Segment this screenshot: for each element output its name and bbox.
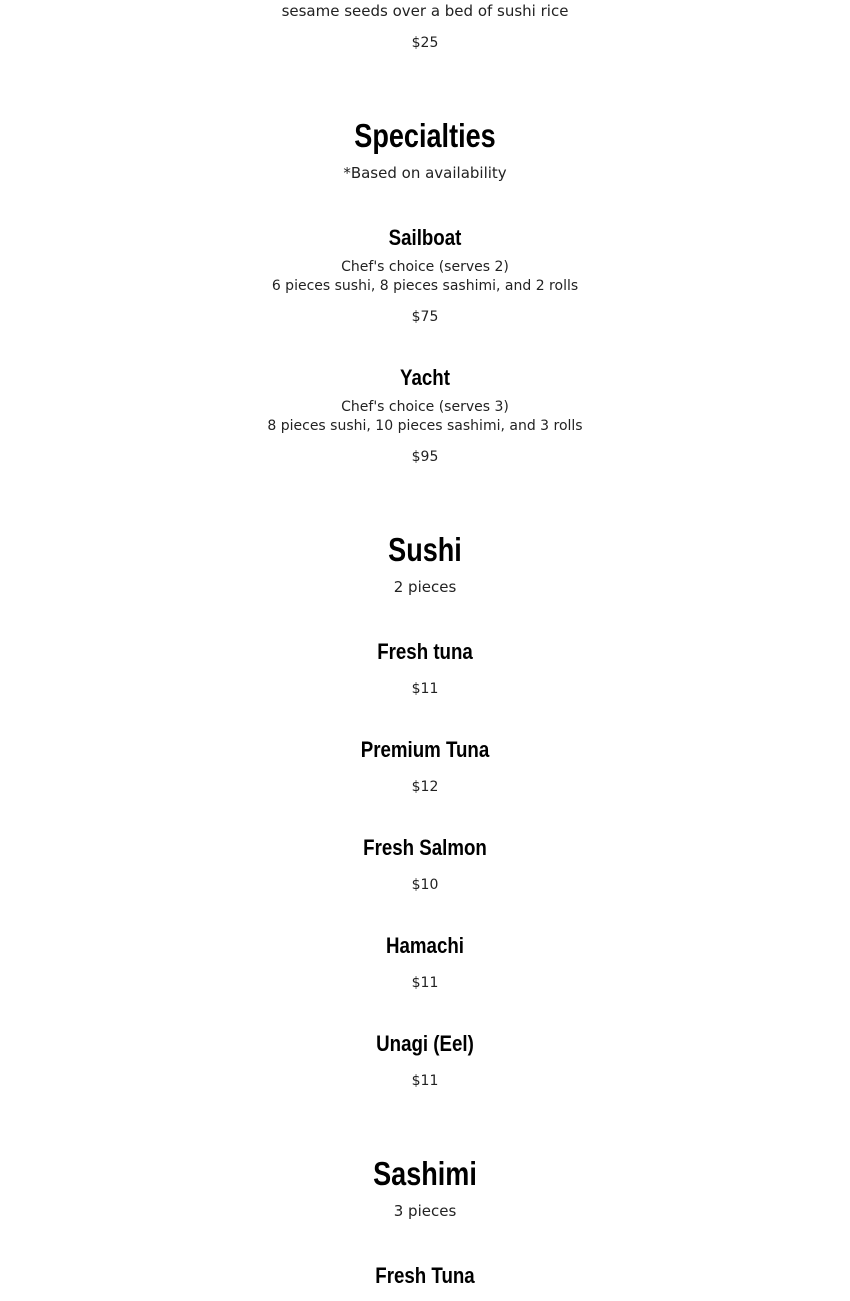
section-title-sashimi: Sashimi [373,1155,477,1192]
section-subtitle-sushi: 2 pieces [393,578,457,596]
menu-item-description: 8 pieces sushi, 10 pieces sashimi, and 3 rolls [267,418,583,434]
menu-item-price: $12 [411,779,439,795]
top-item-price: $25 [411,35,439,51]
menu-item-description: Chef's choice (serves 3) [341,399,509,415]
menu-item-name: Hamachi [386,933,464,958]
menu-item-description: 6 pieces sushi, 8 pieces sashimi, and 2 rolls [271,278,579,294]
menu-item-name: Fresh tuna [377,639,473,664]
menu-item-name: Fresh Salmon [363,835,487,860]
menu-item-price: $10 [411,877,439,893]
section-title-sushi: Sushi [388,531,462,568]
section-subtitle-sashimi: 3 pieces [393,1202,457,1220]
section-subtitle-specialties: *Based on availability [343,164,507,182]
section-title-specialties: Specialties [354,117,496,154]
menu-item-name: Sailboat [388,225,462,250]
menu-item-name: Premium Tuna [360,737,490,762]
menu-item-description: Chef's choice (serves 2) [341,259,509,275]
menu-item-name: Yacht [400,365,450,390]
menu-item-name: Unagi (Eel) [376,1031,474,1056]
menu-item-price: $75 [411,309,439,325]
menu-item-price: $11 [411,681,439,697]
menu-item-price: $11 [411,1073,439,1089]
menu-item-name: Fresh Tuna [375,1263,475,1288]
menu-item-price: $95 [411,449,439,465]
menu-item-price: $11 [411,975,439,991]
top-item-description: sesame seeds over a bed of sushi rice [281,2,569,20]
